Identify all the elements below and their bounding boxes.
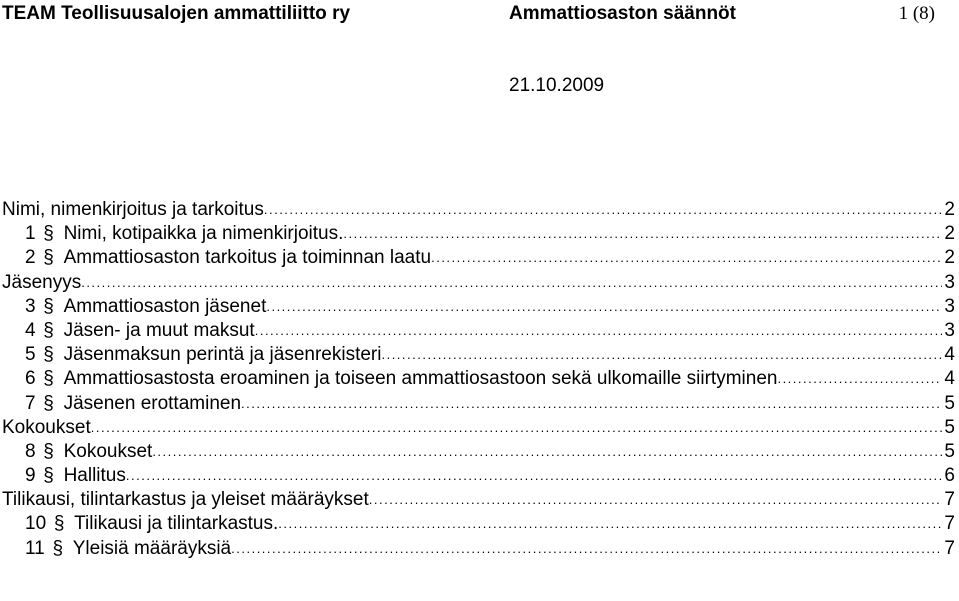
toc-page-number: 3 — [944, 295, 955, 317]
document-date: 21.10.2009 — [509, 75, 605, 96]
toc-chapter-entry[interactable] — [2, 198, 955, 222]
toc-page-number: 2 — [944, 199, 955, 220]
toc-section-number: 5 — [25, 344, 36, 366]
toc-page-number: 3 — [944, 271, 955, 293]
toc-entry-title: Ammattiosaston tarkoitus ja toiminnan laatu — [63, 247, 432, 269]
toc-entry-label — [25, 246, 431, 270]
toc-page-number: 7 — [944, 537, 955, 559]
toc-dot-leader — [278, 512, 942, 536]
toc-chapter-entry[interactable] — [2, 416, 955, 440]
toc-section-number: 10 — [25, 513, 47, 535]
toc-entry-title: Tilikausi, tilintarkastus ja yleiset määräykset — [2, 489, 369, 511]
toc-page-number: 7 — [944, 489, 955, 511]
toc-section-entry[interactable] — [2, 222, 955, 246]
toc-entry-label — [2, 416, 91, 440]
toc-page-number: 5 — [944, 440, 955, 462]
toc-dot-leader — [81, 271, 942, 295]
section-symbol: § — [43, 440, 54, 462]
toc-chapter-entry[interactable] — [2, 488, 955, 512]
toc-page-number: 5 — [944, 392, 955, 414]
section-symbol: § — [43, 465, 54, 487]
toc-entry-title: Nimi, nimenkirjoitus ja tarkoitus — [2, 199, 264, 220]
toc-page-number: 2 — [944, 223, 955, 245]
toc-section-entry[interactable] — [2, 392, 955, 416]
toc-section-number: 3 — [25, 295, 36, 317]
toc-dot-leader — [343, 222, 942, 246]
toc-entry-label — [25, 222, 343, 246]
toc-entry-title: Ammattiosastosta eroaminen ja toiseen ammattiosastoon sekä ulkomaille siirtyminen — [63, 368, 778, 390]
toc-section-entry[interactable] — [2, 512, 955, 536]
toc-entry-title: Kokoukset — [2, 416, 91, 438]
toc-section-entry[interactable] — [2, 246, 955, 270]
section-symbol: § — [43, 295, 54, 317]
toc-entry-title: Kokoukset — [63, 440, 153, 462]
toc-dot-leader — [431, 246, 942, 270]
section-symbol: § — [43, 223, 54, 245]
toc-entry-label — [25, 343, 381, 367]
toc-entry-title: Nimi, kotipaikka ja nimenkirjoitus. — [63, 223, 344, 245]
toc-entry-label — [25, 367, 777, 391]
toc-entry-title: Jäsenmaksun perintä ja jäsenrekisteri — [63, 344, 382, 366]
toc-entry-label — [25, 440, 152, 464]
toc-chapter-entry[interactable] — [2, 271, 955, 295]
section-symbol: § — [43, 392, 54, 414]
toc-section-number: 8 — [25, 440, 36, 462]
toc-dot-leader — [381, 343, 942, 367]
toc-dot-leader — [231, 537, 942, 561]
toc-dot-leader — [255, 319, 943, 343]
toc-dot-leader — [241, 392, 942, 416]
organization-name: TEAM Teollisuusalojen ammattiliitto ry — [2, 3, 351, 24]
table-of-contents — [2, 198, 955, 561]
section-symbol: § — [43, 368, 54, 390]
toc-dot-leader — [266, 295, 942, 319]
toc-section-entry[interactable] — [2, 440, 955, 464]
toc-entry-title: Jäsenyys — [2, 271, 82, 293]
document-title: Ammattiosaston säännöt — [509, 3, 736, 24]
toc-page-number: 3 — [944, 319, 955, 341]
toc-section-number: 7 — [25, 392, 36, 414]
section-symbol: § — [43, 247, 54, 269]
toc-section-entry[interactable] — [2, 343, 955, 367]
page-indicator: 1 (8) — [898, 3, 935, 24]
toc-section-number: 6 — [25, 368, 36, 390]
toc-page-number: 4 — [944, 344, 955, 366]
toc-entry-label — [2, 198, 264, 222]
toc-section-entry[interactable] — [2, 295, 955, 319]
toc-entry-label — [25, 464, 126, 488]
toc-entry-label — [2, 271, 81, 295]
toc-dot-leader — [126, 464, 943, 488]
toc-dot-leader — [369, 488, 943, 512]
page-header — [0, 3, 959, 27]
toc-page-number: 6 — [944, 465, 955, 487]
section-symbol: § — [52, 537, 64, 559]
toc-entry-title: Jäsenen erottaminen — [63, 392, 242, 414]
section-symbol: § — [53, 513, 65, 535]
toc-entry-title: Ammattiosaston jäsenet — [63, 295, 267, 317]
toc-section-entry[interactable] — [2, 319, 955, 343]
toc-section-entry[interactable] — [2, 464, 955, 488]
toc-entry-title: Tilikausi ja tilintarkastus. — [74, 513, 279, 535]
toc-entry-title: Yleisiä määräyksiä — [72, 537, 232, 559]
toc-dot-leader — [91, 416, 943, 440]
toc-section-entry[interactable] — [2, 537, 955, 561]
toc-entry-label — [25, 537, 231, 561]
toc-page-number: 5 — [944, 416, 955, 438]
toc-section-number: 2 — [25, 247, 36, 269]
toc-dot-leader — [264, 198, 943, 222]
toc-dot-leader — [152, 440, 942, 464]
toc-entry-title: Hallitus — [63, 465, 126, 487]
toc-page-number: 2 — [944, 247, 955, 269]
toc-section-entry[interactable] — [2, 367, 955, 391]
toc-entry-label — [25, 295, 266, 319]
section-symbol: § — [43, 344, 54, 366]
toc-entry-title: Jäsen- ja muut maksut — [63, 319, 255, 341]
toc-entry-label — [25, 512, 278, 536]
toc-entry-label — [2, 488, 369, 512]
toc-dot-leader — [777, 367, 942, 391]
toc-page-number: 4 — [944, 368, 955, 390]
toc-page-number: 7 — [944, 513, 955, 535]
section-symbol: § — [43, 319, 54, 341]
toc-section-number: 4 — [25, 319, 36, 341]
toc-entry-label — [25, 392, 241, 416]
toc-section-number: 1 — [25, 223, 36, 245]
toc-section-number: 9 — [25, 465, 36, 487]
toc-section-number: 11 — [25, 537, 45, 559]
toc-entry-label — [25, 319, 255, 343]
